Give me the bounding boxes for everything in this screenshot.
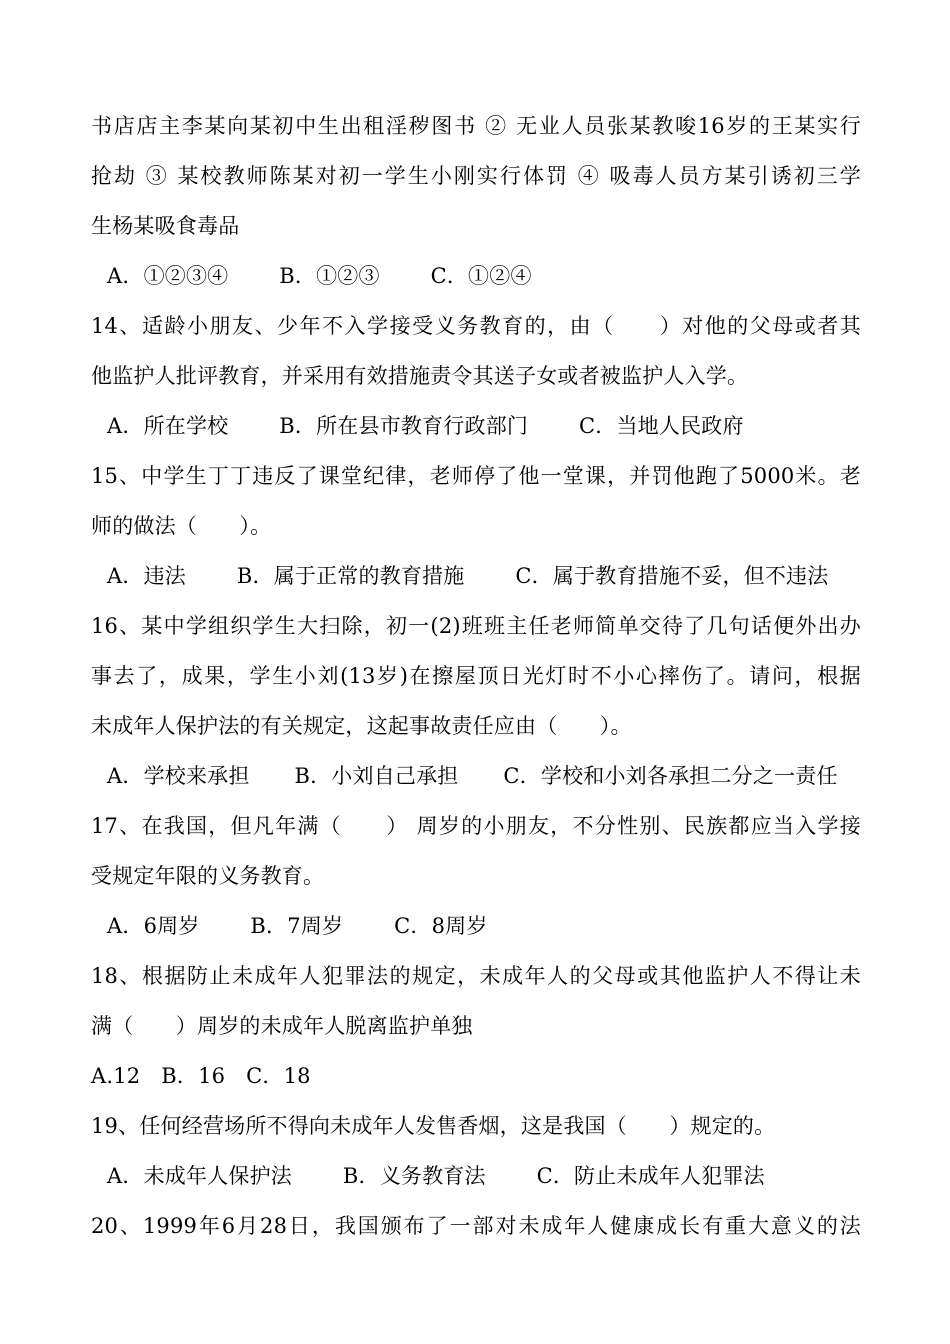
q15-text-line-1: 15、中学生丁丁违反了课堂纪律，老师停了他一堂课，并罚他跑了5000米。老: [91, 464, 861, 488]
q20-text-line-1: 20、1999年6月28日，我国颁布了一部对未成年人健康成长有重大意义的法: [91, 1214, 861, 1238]
q16-text-line-1: 16、某中学组织学生大扫除，初一(2)班班主任老师简单交待了几句话便外出办: [91, 614, 861, 638]
q15-text-line-2: 师的做法（ ）。: [91, 514, 272, 538]
q14-option-b: B．所在县市教育行政部门: [279, 414, 529, 438]
q16-text-line-2: 事去了，成果，学生小刘(13岁)在擦屋顶日光灯时不小心摔伤了。请问，根据: [91, 664, 861, 688]
q13-text-line-1: 书店店主李某向某初中生出租淫秽图书 ② 无业人员张某教唆16岁的王某实行: [91, 114, 861, 138]
q19-text-line-1: 19、任何经营场所不得向未成年人发售香烟，这是我国（ ）规定的。: [91, 1114, 776, 1138]
q17-text-line-1: 17、在我国，但凡年满（ ） 周岁的小朋友，不分性别、民族都应当入学接: [91, 814, 861, 838]
q16-text-line-3: 未成年人保护法的有关规定，这起事故责任应由（ ）。: [91, 714, 632, 738]
q18-options: [91, 1051, 861, 1101]
q13-text-line-2: 抢劫 ③ 某校教师陈某对初一学生小刚实行体罚 ④ 吸毒人员方某引诱初三学: [91, 164, 861, 188]
q13-option-c: C．①②④: [430, 264, 532, 288]
q17-option-c: C．8周岁: [394, 914, 488, 938]
document-page: [91, 101, 861, 1251]
q15-option-c: C．属于教育措施不妥，但不违法: [515, 564, 829, 588]
q13-option-b: B．①②③: [279, 264, 380, 288]
q19-option-b: B．义务教育法: [342, 1164, 486, 1188]
q13-text-line-3: 生杨某吸食毒品: [91, 214, 240, 238]
q17-text-line-2: 受规定年限的义务教育。: [91, 864, 325, 888]
q14-text-line-1: 14、适龄小朋友、少年不入学接受义务教育的，由（ ）对他的父母或者其: [91, 314, 861, 338]
q15-option-b: B．属于正常的教育措施: [236, 564, 465, 588]
q19-option-a: A．未成年人保护法: [107, 1164, 292, 1188]
q15-option-a: A．违法: [107, 564, 186, 588]
q14-option-c: C．当地人民政府: [579, 414, 744, 438]
q14-text-line-2: 他监护人批评教育，并采用有效措施责令其送子女或者被监护人入学。: [91, 364, 749, 388]
q18-option-c: C．18: [246, 1064, 311, 1088]
q16-option-c: C．学校和小刘各承担二分之一责任: [503, 764, 838, 788]
q17-option-a: A．6周岁: [107, 914, 200, 938]
q16-option-b: B．小刘自己承担: [294, 764, 459, 788]
q18-option-b: B．16: [161, 1064, 226, 1088]
q14-option-a: A．所在学校: [107, 414, 229, 438]
q19-options: [91, 1151, 861, 1201]
q13-option-a: A．①②③④: [107, 264, 229, 288]
q14-options: [91, 401, 861, 451]
q16-option-a: A．学校来承担: [107, 764, 250, 788]
q17-option-b: B．7周岁: [250, 914, 344, 938]
q19-option-c: C．防止未成年人犯罪法: [536, 1164, 765, 1188]
q17-options: [91, 901, 861, 951]
q18-text-line-1: 18、根据防止未成年人犯罪法的规定，未成年人的父母或其他监护人不得让未: [91, 964, 861, 988]
q16-options: [91, 751, 861, 801]
q13-options: [91, 251, 861, 301]
q18-option-a: A.12: [91, 1064, 141, 1088]
q15-options: [91, 551, 861, 601]
q18-text-line-2: 满（ ）周岁的未成年人脱离监护单独: [91, 1014, 473, 1038]
